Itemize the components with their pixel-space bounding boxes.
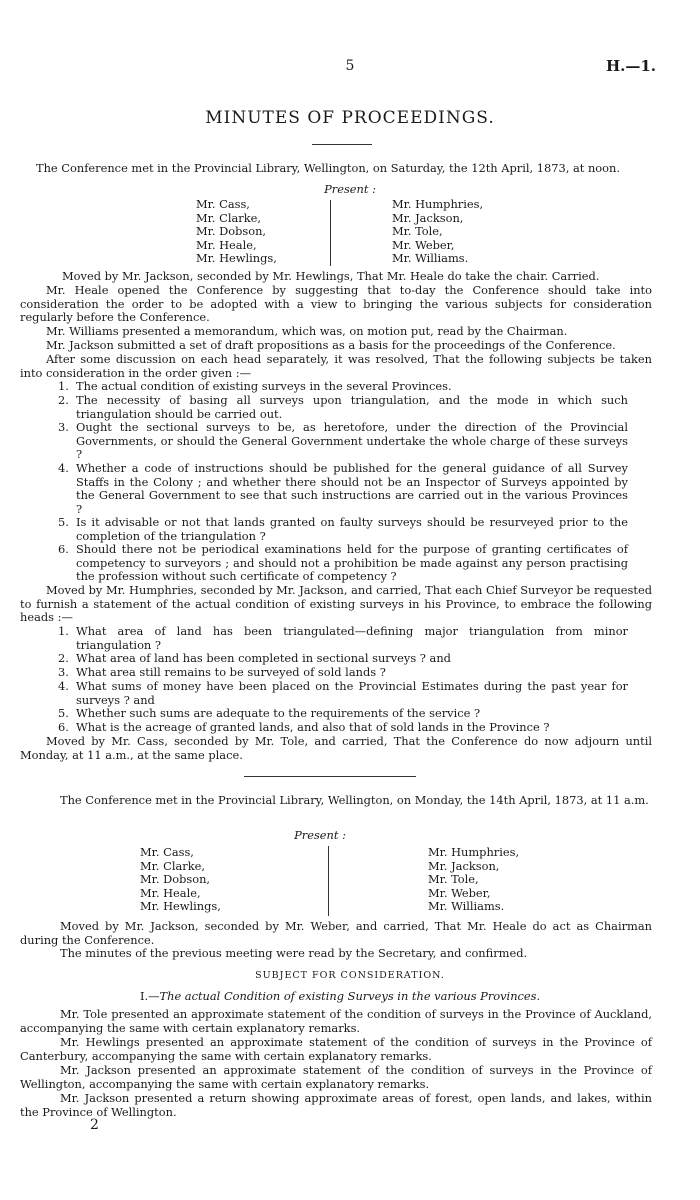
section-title: The actual Condition of existing Surveys in the various Provinces. [159, 989, 541, 1003]
page-number: 5 [345, 58, 355, 74]
meeting2-paragraph: Mr. Tole presented an approximate statement of the condition of surveys in the Province of Auckland, accompanying the same with certain explanatory remarks. [20, 1007, 652, 1035]
signature-mark: 2 [90, 1117, 99, 1133]
attendee: Mr. Cass, [196, 197, 250, 211]
list-item: 1. The actual condition of existing surveys in the several Provinces. [58, 379, 452, 393]
attendee: Mr. Hewlings, [140, 899, 221, 913]
list-item: 5. Whether such sums are adequate to the requirements of the service ? [58, 706, 481, 720]
attendee: Mr. Hewlings, [196, 251, 277, 265]
page-title: MINUTES OF PROCEEDINGS. [205, 108, 495, 128]
meeting2-paragraph: Moved by Mr. Jackson, seconded by Mr. Weber, and carried, That Mr. Heale do act as Chairman during the Conference. [20, 919, 652, 947]
meeting1-paragraph: Mr. Jackson submitted a set of draft propositions as a basis for the proceedings of the Conference. [46, 338, 616, 352]
list-item: 6. Should there not be periodical examinations held for the purpose of granting certificates of competency to surveyors ; and should not a prohibition be made against any person practising the profession without such certificate of competency ? [58, 542, 628, 583]
meeting2-attendees-right [428, 846, 519, 914]
section-divider [244, 776, 416, 777]
list-item: 5. Is it advisable or not that lands granted on faulty surveys should be resurveyed prior to the completion of the triangulation ? [58, 515, 628, 543]
attendee: Mr. Williams. [428, 899, 505, 913]
attendee: Mr. Dobson, [140, 872, 211, 886]
attendee: Mr. Clarke, [140, 858, 205, 873]
attendee: Mr. Tole, [428, 872, 479, 886]
list-item: 3. What area still remains to be surveyed of sold lands ? [58, 665, 386, 679]
attendee: Mr. Humphries, [392, 197, 484, 211]
section-number: I.— [140, 989, 160, 1003]
attendee: Mr. Tole, [392, 224, 443, 238]
meeting1-opening: The Conference met in the Provincial Library, Wellington, on Saturday, the 12th April, 1873, at noon. [36, 161, 620, 175]
title-rule [312, 144, 372, 145]
meeting1-paragraph: Mr. Heale opened the Conference by suggesting that to-day the Conference should take into consideration the order to be adopted with a view to bringing the various subjects for consideration regularly before the Conference. [20, 283, 652, 324]
attendee: Mr. Heale, [140, 885, 201, 900]
attendee: Mr. Heale, [196, 237, 257, 252]
meeting1-paragraph: After some discussion on each head separately, it was resolved, That the following subjects be taken into consideration in the order given :— [20, 352, 652, 380]
meeting1-paragraph: Moved by Mr. Jackson, seconded by Mr. Hewlings, That Mr. Heale do take the chair. Carried. [62, 269, 600, 283]
attendee: Mr. Jackson, [428, 858, 500, 873]
meeting1-paragraph: Mr. Williams presented a memorandum, which was, on motion put, read by the Chairman. [46, 324, 568, 338]
meeting2-opening: The Conference met in the Provincial Library, Wellington, on Monday, the 14th April, 1873, at 11 a.m. [60, 793, 649, 807]
meeting2-paragraph: The minutes of the previous meeting were read by the Secretary, and confirmed. [60, 946, 528, 960]
section-heading [140, 990, 660, 1004]
attendee: Mr. Williams. [392, 251, 469, 265]
list-item: 4. Whether a code of instructions should be published for the general guidance of all Survey Staffs in the Colony ; and whether there should not be an Inspector of Surveys appointed by the General Government to see that such instructions are carried out in the various Provinces ? [58, 461, 628, 516]
meeting1-paragraph: Moved by Mr. Cass, seconded by Mr. Tole, and carried, That the Conference do now adjourn until Monday, at 11 a.m., at the same place. [20, 734, 652, 762]
list-item: 3. Ought the sectional surveys to be, as heretofore, under the direction of the Provincial Governments, or should the General Government undertake the whole charge of these surveys ? [58, 420, 628, 461]
list-item: 1. What area of land has been triangulated—defining major triangulation from minor triangulation ? [58, 624, 628, 652]
meeting2-attendees-left [140, 846, 221, 914]
list-item: 6. What is the acreage of granted lands, and also that of sold lands in the Province ? [58, 720, 550, 734]
attendee-divider [328, 846, 329, 916]
meeting2-paragraph: Mr. Jackson presented an approximate statement of the condition of surveys in the Province of Wellington, accompanying the same with certain explanatory remarks. [20, 1063, 652, 1091]
meeting2-present-label: Present : [294, 828, 346, 842]
subject-heading: SUBJECT FOR CONSIDERATION. [255, 970, 445, 981]
meeting1-paragraph: Moved by Mr. Humphries, seconded by Mr. Jackson, and carried, That each Chief Surveyor be requested to furnish a statement of the actual condition of existing surveys in his Province, to embrace the following heads :— [20, 583, 652, 624]
paper-reference: H.—1. [605, 57, 656, 75]
attendee: Mr. Jackson, [392, 210, 464, 225]
attendee: Mr. Cass, [140, 845, 194, 859]
list-item: 2. What area of land has been completed in sectional surveys ? and [58, 651, 451, 665]
attendee: Mr. Humphries, [428, 845, 520, 859]
list-item: 4. What sums of money have been placed on the Provincial Estimates during the past year for surveys ? and [58, 679, 628, 707]
attendee: Mr. Dobson, [196, 224, 267, 238]
meeting1-attendees-left [196, 198, 277, 266]
meeting2-paragraph: Mr. Hewlings presented an approximate statement of the condition of surveys in the Province of Canterbury, accompanying the same with certain explanatory remarks. [20, 1035, 652, 1063]
attendee: Mr. Weber, [428, 885, 491, 900]
attendee: Mr. Weber, [392, 237, 455, 252]
attendee-divider [330, 200, 331, 266]
meeting2-paragraph: Mr. Jackson presented a return showing approximate areas of forest, open lands, and lakes, within the Province of Wellington. [20, 1091, 652, 1119]
attendee: Mr. Clarke, [196, 210, 261, 225]
meeting1-attendees-right [392, 198, 483, 266]
list-item: 2. The necessity of basing all surveys upon triangulation, and the mode in which such triangulation should be carried out. [58, 393, 628, 421]
meeting1-present-label: Present : [324, 182, 376, 196]
